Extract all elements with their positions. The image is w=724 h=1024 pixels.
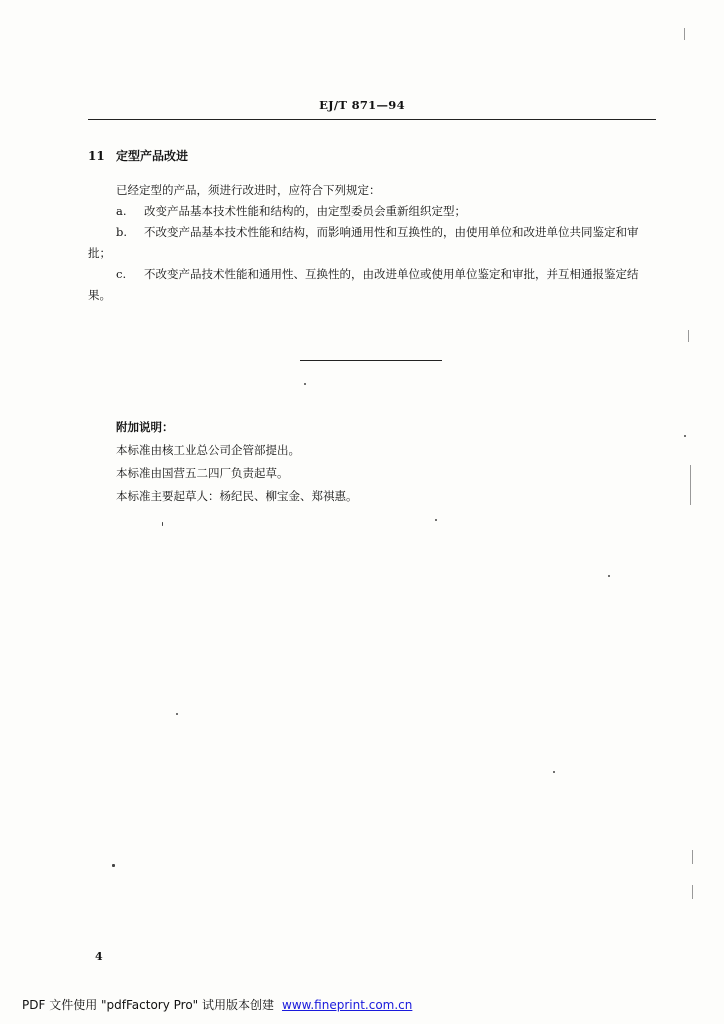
end-rule [300, 360, 442, 361]
footer-link[interactable]: www.fineprint.com.cn [282, 998, 413, 1012]
item-c [88, 264, 656, 306]
section-number: 11 [88, 149, 105, 163]
scan-speck [176, 713, 178, 715]
notes-line-1: 本标准由核工业总公司企管部提出。 [116, 443, 300, 457]
item-a-label: a. [116, 204, 127, 218]
section-title: 定型产品改进 [116, 149, 189, 163]
notes-title: 附加说明： [116, 420, 174, 434]
scan-edge-mark [692, 885, 693, 899]
scan-speck [304, 383, 306, 385]
item-c-text: 不改变产品技术性能和通用性、互换性的，由改进单位或使用单位鉴定和审批，并互相通报鉴定结果。 [88, 267, 639, 302]
pdf-footer [22, 996, 412, 1013]
intro-paragraph: 已经定型的产品，须进行改进时，应符合下列规定： [116, 183, 381, 197]
scan-speck [435, 519, 437, 521]
scan-edge-mark [688, 330, 689, 342]
header-rule [88, 119, 656, 120]
footer-text: PDF 文件使用 "pdfFactory Pro" 试用版本创建 [22, 998, 275, 1012]
additional-notes [116, 416, 358, 508]
scan-speck [162, 522, 163, 526]
scan-speck [553, 771, 555, 773]
scan-speck [112, 864, 115, 867]
item-b [88, 222, 656, 264]
notes-line-3: 本标准主要起草人：杨纪民、柳宝金、郑祺惠。 [116, 489, 358, 503]
item-b-label: b. [116, 225, 128, 239]
item-a-text: 改变产品基本技术性能和结构的，由定型委员会重新组织定型； [144, 204, 466, 218]
notes-line-2: 本标准由国营五二四厂负责起草。 [116, 466, 289, 480]
page-number: 4 [95, 950, 103, 963]
item-c-label: c. [116, 267, 127, 281]
scan-speck [608, 575, 610, 577]
scan-edge-mark [684, 28, 685, 40]
item-a [88, 201, 684, 222]
item-b-text: 不改变产品基本技术性能和结构，而影响通用性和互换性的，由使用单位和改进单位共同鉴定和审批； [88, 225, 639, 260]
standard-code: EJ/T 871—94 [319, 98, 405, 112]
scan-speck [684, 435, 686, 437]
section-heading [88, 147, 188, 164]
scan-edge-mark [690, 465, 691, 505]
scan-edge-mark [692, 850, 693, 864]
